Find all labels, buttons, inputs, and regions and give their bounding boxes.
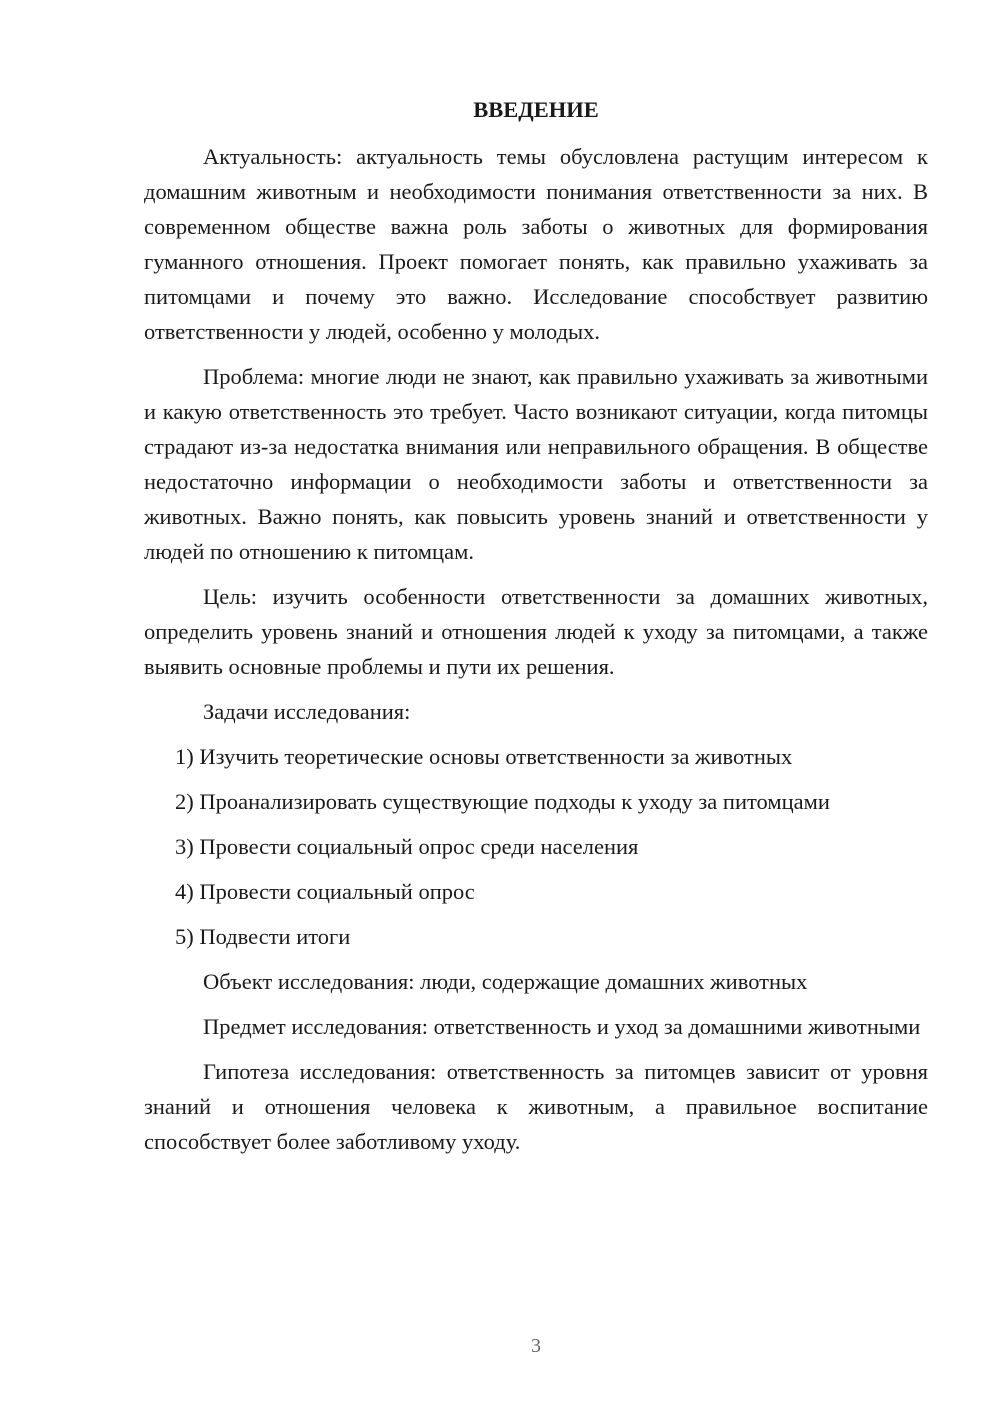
object-paragraph: Объект исследования: люди, содержащие домашних животных	[203, 969, 808, 994]
problem-paragraph: Проблема: многие люди не знают, как правильно ухаживать за животными и какую ответственность это требует. Часто возникают ситуации, когда питомцы страдают из-за недостатка внимания или неправильного обращения. В обществе недостаточно информации о необходимости заботы и ответственности за животных. Важно понять, как повысить уровень знаний и ответственности у людей по отношению к питомцам.	[144, 364, 928, 564]
goal-paragraph: Цель: изучить особенности ответственности за домашних животных, определить уровень знаний и отношения людей к уходу за питомцами, а также выявить основные проблемы и пути их решения.	[144, 584, 928, 679]
relevance-paragraph: Актуальность: актуальность темы обусловлена растущим интересом к домашним животным и необходимости понимания ответственности за них. В современном обществе важна роль заботы о животных для формирования гуманного отношения. Проект помогает понять, как правильно ухаживать за питомцами и почему это важно. Исследование способствует развитию ответственности у людей, особенно у молодых.	[144, 144, 928, 344]
hypothesis-paragraph: Гипотеза исследования: ответственность за питомцев зависит от уровня знаний и отношения человека к животным, а правильное воспитание способствует более заботливому уходу.	[144, 1059, 928, 1154]
list-item: 1) Изучить теоретические основы ответственности за животных	[175, 744, 793, 769]
page-number: 3	[531, 1335, 541, 1357]
list-item: 3) Провести социальный опрос среди населения	[175, 834, 639, 859]
list-item: 5) Подвести итоги	[175, 924, 351, 949]
document-page	[144, 92, 928, 1169]
tasks-list	[144, 739, 928, 954]
list-item: 2) Проанализировать существующие подходы к уходу за питомцами	[175, 789, 830, 814]
subject-paragraph: Предмет исследования: ответственность и уход за домашними животными	[203, 1014, 921, 1039]
list-item: 4) Провести социальный опрос	[175, 879, 475, 904]
section-title: ВВЕДЕНИЕ	[473, 97, 599, 122]
tasks-heading: Задачи исследования:	[203, 699, 411, 724]
